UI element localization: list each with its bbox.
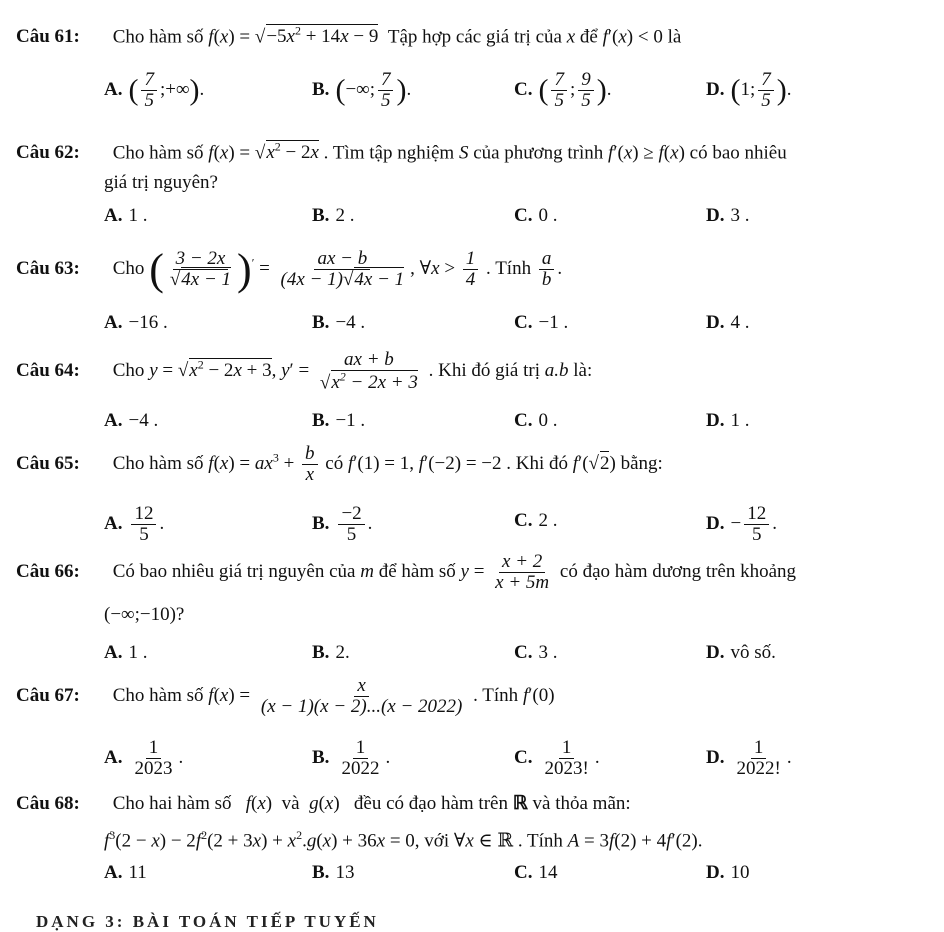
question-68: Câu 68: Cho hai hàm số f(x) và g(x) đều có đạo hàm trên ℝ và thỏa mãn: <box>16 793 631 814</box>
question-68-line2: $f^3(2 - x) - 2f^2(2 + 3x) + x^2.g(x) + 36x = 0$, với ∀x ∈ ℝ . Tính A = 3f(2) + 4f′(2). <box>104 828 703 852</box>
option-67-a[interactable]: A. $\frac{1}{2023}$ . <box>104 737 184 779</box>
option-61-d[interactable]: D. (1; $\frac{7}{5}$ ). <box>706 69 792 111</box>
question-62: Câu 62: Cho hàm số $f(x) = √x^2 - 2x$ . Tìm tập nghiệm S của phương trình f′(x) ≥ f(x) có bao nhiêu <box>16 140 787 164</box>
option-65-d[interactable]: D. − $\frac{12}{5}$ . <box>706 503 777 545</box>
option-68-d[interactable]: D. 10 <box>706 862 750 883</box>
option-68-b[interactable]: B. 13 <box>312 862 355 883</box>
option-62-b[interactable]: B. 2 . <box>312 205 355 226</box>
question-65: Câu 65: Cho hàm số $f(x) = ax^3$ + $\frac{b}{x}$ có f′(1) = 1, f′(−2) = −2 . Khi đó f′(√2) bằng: <box>16 443 663 485</box>
option-64-c[interactable]: C. 0 . <box>514 410 558 431</box>
option-68-c[interactable]: C. 14 <box>514 862 558 883</box>
option-65-b[interactable]: B. $\frac{-2}{5}$ . <box>312 503 373 545</box>
question-61: Câu 61: Cho hàm số $f(x) = √-5x^2 + 14x - 9$ Tập hợp các giá trị của x để f′(x) < 0 là <box>16 24 682 48</box>
section-heading: DẠNG 3: BÀI TOÁN TIẾP TUYẾN <box>36 912 379 931</box>
option-64-a[interactable]: A. −4 . <box>104 410 159 431</box>
option-65-a[interactable]: A. $\frac{12}{5}$ . <box>104 503 165 545</box>
option-64-d[interactable]: D. 1 . <box>706 410 750 431</box>
option-63-b[interactable]: B. −4 . <box>312 312 366 333</box>
option-66-b[interactable]: B. 2. <box>312 642 350 663</box>
question-64: Câu 64: Cho $y = √x^2 - 2x + 3$, y′ = $\frac{ax + b}{√x^2 - 2x + 3}$ . Khi đó giá trị a.b là: <box>16 349 593 394</box>
option-61-c[interactable]: C. ( $\frac{7}{5}$ ; $\frac{9}{5}$ ). <box>514 69 612 111</box>
option-62-a[interactable]: A. 1 . <box>104 205 148 226</box>
option-67-c[interactable]: C. $\frac{1}{2023!}$ . <box>514 737 600 779</box>
question-63: Câu 63: Cho ( $\frac{3 - 2x}{√4x - 1}$ )′ = $\frac{ax - b}{(4x - 1)√4x - 1}$ , ∀x > $\frac{1}{4}$ . Tính $\frac{a}{b}$ . <box>16 245 563 294</box>
option-63-a[interactable]: A. −16 . <box>104 312 168 333</box>
formula: f <box>208 26 214 48</box>
option-67-b[interactable]: B. $\frac{1}{2022}$ . <box>312 737 391 779</box>
option-66-d[interactable]: D. vô số. <box>706 642 776 663</box>
option-64-b[interactable]: B. −1 . <box>312 410 366 431</box>
option-62-d[interactable]: D. 3 . <box>706 205 750 226</box>
question-67: Câu 67: Cho hàm số f(x) = $\frac{x}{(x - 1)(x - 2)...(x - 2022)}$ . Tính f′(0) <box>16 675 555 717</box>
question-66-line2: (−∞;−10)? <box>104 604 185 625</box>
option-63-d[interactable]: D. 4 . <box>706 312 750 333</box>
question-62-line2: giá trị nguyên? <box>104 172 218 193</box>
question-66: Câu 66: Có bao nhiêu giá trị nguyên của m để hàm số y = $\frac{x + 2}{x + 5m}$ có đạo hàm dương trên khoảng <box>16 551 797 593</box>
option-61-b[interactable]: B. (−∞; $\frac{7}{5}$ ). <box>312 69 412 111</box>
option-63-c[interactable]: C. −1 . <box>514 312 569 333</box>
option-65-c[interactable]: C. 2 . <box>514 510 558 531</box>
option-66-a[interactable]: A. 1 . <box>104 642 148 663</box>
option-67-d[interactable]: D. $\frac{1}{2022!}$ . <box>706 737 792 779</box>
option-61-a[interactable]: A. ( $\frac{7}{5}$ ;+∞). <box>104 69 205 111</box>
option-62-c[interactable]: C. 0 . <box>514 205 558 226</box>
option-66-c[interactable]: C. 3 . <box>514 642 558 663</box>
option-68-a[interactable]: A. 11 <box>104 862 147 883</box>
